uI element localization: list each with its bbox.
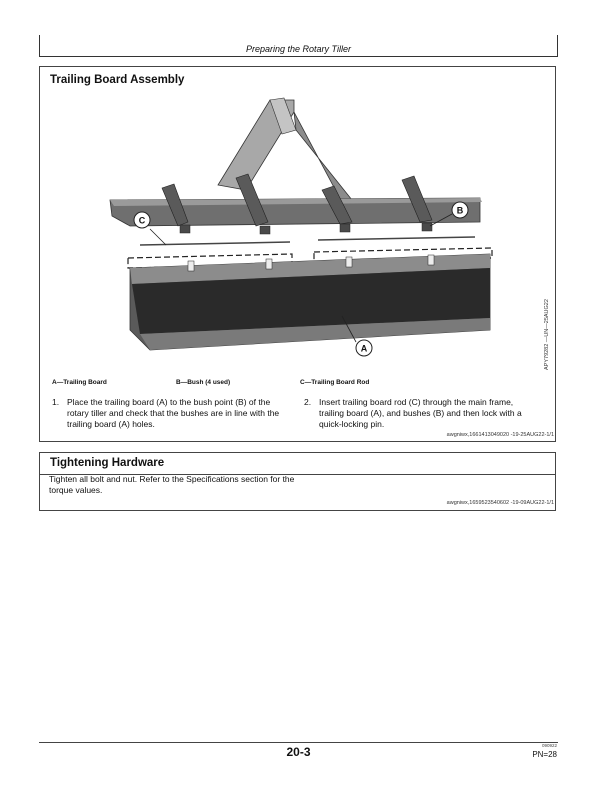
running-head: Preparing the Rotary Tiller — [246, 44, 351, 54]
body-text: Tighten all bolt and nut. Refer to the Specifications section for the torque values. — [49, 474, 295, 495]
legend-a: A—Trailing Board — [52, 379, 107, 386]
legend-b: B—Bush (4 used) — [176, 379, 231, 386]
step-number: 1. — [52, 397, 60, 407]
section-reference: awgniwx,1661413049020 -19-25AUG22-1/1 — [446, 432, 554, 438]
page-pn: PN=28 — [532, 750, 557, 759]
footer-rule — [39, 742, 558, 743]
step-number: 2. — [304, 397, 312, 407]
figure-id: APY79282 —UN—25AUG22 — [544, 299, 550, 370]
footer-code: 090922 — [541, 743, 557, 748]
step-text: Place the trailing board (A) to the bush point (B) of the rotary tiller and check that the bushes are in line with the trailing board (A) holes. — [67, 397, 280, 429]
trailing-board-illustration — [70, 90, 540, 375]
step-text: Insert trailing board rod (C) through the main frame, trailing board (A), and bushes (B) and then lock with a quick-locking pin. — [319, 397, 522, 429]
section-reference: awgniwx,1659523540602 -19-09AUG22-1/1 — [446, 500, 554, 506]
callout-c: C — [138, 215, 146, 226]
step-1 — [52, 397, 292, 431]
callout-b: B — [456, 205, 464, 216]
header-rule — [39, 56, 558, 57]
callout-a: A — [360, 343, 368, 354]
section-title: Trailing Board Assembly — [50, 74, 185, 86]
page-number: 20-3 — [286, 745, 311, 759]
legend-c: C—Trailing Board Rod — [300, 379, 370, 386]
step-2 — [304, 397, 544, 431]
section-title: Tightening Hardware — [50, 457, 165, 469]
